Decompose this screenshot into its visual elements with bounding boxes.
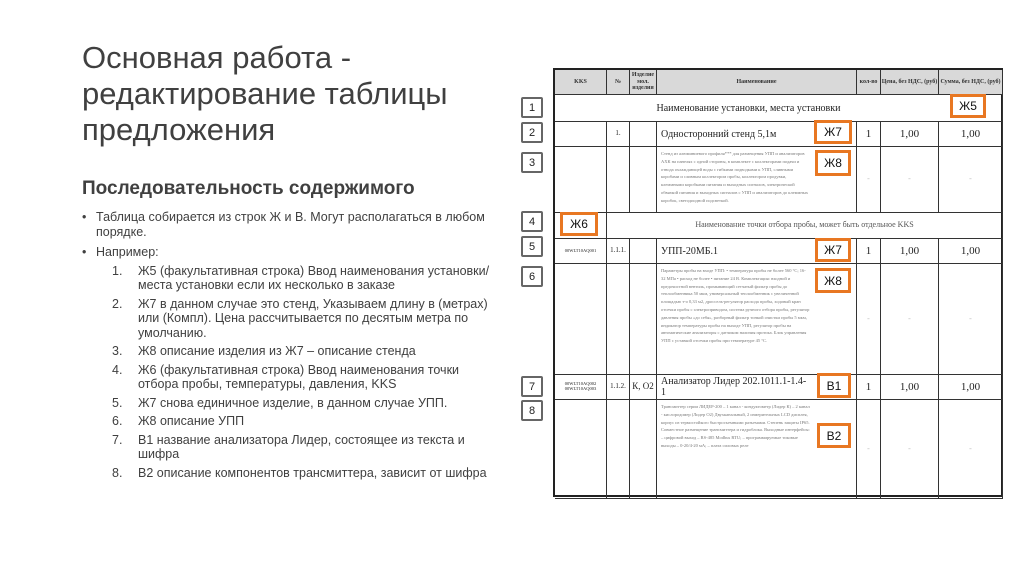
cell-text: 1,00 [960,244,981,257]
mark-cell [630,375,657,400]
item-number: 1. [112,263,123,278]
row-number-badge: 4 [521,211,543,232]
row-number-badge: 2 [521,122,543,143]
row-number-badge: 6 [521,266,543,287]
sum-cell [939,122,1003,147]
bullet-item [82,210,502,239]
bullet-dot: • [82,210,87,224]
kks-cell [555,239,607,264]
item-text: В2 описание компонентов трансмиттера, зависит от шифра [138,465,487,480]
point-row [607,213,1003,239]
description-text: Трансмиттер серии ЛИДЕР-200 – 1 канал - кондуктометр (Лидер К) – 2 канал - кислородомер (Лидер О2) Двухканальный, 2 измерительных LCD дисплея, корпус из термостойкого быстросъемными разъемами. Степень защиты IP65. Совместное размещение трансмиттера и гидроблока. Выходные интерфейсы: – цифровой выход – RS-485 Modbus RTU; – программируемые токовые выходы – 0-20/4-20 мА; – плата силовых реле [661,404,810,448]
row-type-tag: В2 [817,423,851,448]
sum-cell [939,375,1003,400]
offer-table [553,68,1003,497]
cell-text: - [867,174,870,184]
cell-text: УПП-20МБ.1 [661,245,718,257]
cell-text: 1,00 [960,127,981,140]
row-type-tag: Ж7 [815,238,851,262]
kks-cell [555,122,607,147]
cell-text: - [867,313,870,323]
empty-cell [857,264,881,375]
bullet-text: Например: [96,245,159,259]
number-cell [607,122,630,147]
cell-text: - [908,443,911,453]
bullet-text: Таблица собирается из строк Ж и В. Могут располагаться в любом порядке. [96,210,485,239]
price-cell [881,375,939,400]
list-item [112,363,502,392]
list-item [112,344,502,359]
empty-cell [881,264,939,375]
cell-text: 1 [865,244,872,257]
column-header [857,70,881,95]
qty-cell [857,122,881,147]
item-number: 7. [112,432,123,447]
list-item [112,466,502,481]
qty-cell [857,375,881,400]
cell-text: № [614,78,622,85]
row-type-tag: В1 [817,373,851,398]
bullet-item [82,245,502,260]
numbered-list [112,264,502,481]
section-row [555,95,1003,122]
mark-cell [630,122,657,147]
section-heading: Последовательность содержимого [82,178,415,199]
column-header [657,70,857,95]
row-type-tag: Ж8 [815,150,851,176]
kks-cell [555,375,607,400]
item-text: Ж5 (факультативная строка) Ввод наименования установки/места установки если их несколько в заказе [138,263,490,292]
item-text: Ж8 описание УПП [138,414,245,428]
qty-cell [857,239,881,264]
cell-text: 1,00 [899,380,920,393]
row-type-tag: Ж8 [815,268,851,293]
cell-text: 00WLT10AQ001 [564,247,597,253]
item-number: 8. [112,465,123,480]
table-cell [555,400,607,499]
row-type-tag: Ж6 [560,212,598,236]
cell-text: Наименование [736,78,777,85]
empty-cell [881,400,939,499]
cell-text: Наименование установки, места установки [656,102,841,114]
cell-text: - [969,174,972,184]
bullet-dot: • [82,245,87,259]
table-cell [630,147,657,213]
item-text: Ж6 (факультативная строка) Ввод наименования точки отбора пробы, температуры, давления, KKS [138,362,460,391]
list-item [112,396,502,411]
price-cell [881,122,939,147]
description-cell [657,400,857,499]
cell-text: К, О2 [632,381,654,392]
column-header [630,70,657,95]
item-text: Ж7 снова единичное изделие, в данном случае УПП. [138,395,448,410]
cell-text: 1,00 [960,380,981,393]
cell-text: Наименование точки отбора пробы, может быть отдельное KKS [695,220,914,230]
cell-text: Односторонний стенд 5,1м [661,128,777,140]
bullet-list [82,210,502,484]
table-cell [607,400,630,499]
item-number: 4. [112,362,123,377]
mark-cell [630,239,657,264]
table-cell [630,264,657,375]
row-number-badge: 5 [521,236,543,257]
cell-text: KKS [574,78,587,85]
table-cell [607,147,630,213]
slide-title: Основная работа - редактирование таблицы предложения [82,40,448,147]
cell-text: 1. [615,129,621,138]
item-number: 3. [112,344,123,358]
cell-text: 1,00 [899,127,920,140]
cell-text: - [867,443,870,453]
cell-text: Сумма, без НДС, (руб) [940,78,1001,85]
cell-text: кол-во [859,78,878,85]
empty-cell [939,147,1003,213]
cell-text: 1 [865,127,872,140]
table-cell [607,264,630,375]
column-header [555,70,607,95]
empty-cell [939,264,1003,375]
empty-cell [857,400,881,499]
cell-text: 1.1.1. [610,246,626,255]
price-cell [881,239,939,264]
list-item [112,433,502,462]
cell-text: - [908,313,911,323]
row-type-tag: Ж7 [814,120,852,144]
column-header [607,70,630,95]
item-text: Ж8 описание изделия из Ж7 – описание стенда [138,344,416,358]
empty-cell [881,147,939,213]
cell-text: - [908,174,911,184]
list-item [112,264,502,293]
item-text: Ж7 в данном случае это стенд, Указываем длину в (метрах) или (Компл). Цена рассчитывается по десятым метра по умолчанию. [138,296,488,340]
cell-text: 1.1.2. [610,382,626,391]
table-cell [555,147,607,213]
table-cell [630,400,657,499]
description-text: Стенд из алюминиевого профиля*** для размещения УПП и анализаторов АХК на панелях с одной стороны, в комплекте с коллекторами подачи и отвода охлаждающей воды с гибкими подводками к УПП, сливными коробами и сливным коллектором пробы, коллектором продувки, клеммными коробками питания и выходных сигналов, электрической обвязкой питания и выходных сигналов с УПП и анализаторов до клеммных коробок, светодиодной подсветкой. [661,151,809,203]
row-number-badge: 3 [521,152,543,173]
cell-text: 1,00 [899,244,920,257]
row-number-badge: 8 [521,400,543,421]
column-header [881,70,939,95]
cell-text: Цена, без НДС, (руб) [881,78,938,85]
description-text: Параметры пробы на входе УПП: • температура пробы не более 560 °С; 16-32 МПа • расход не более • питание 24 В. Комплектация: входной и предочистной вентиль, промывающий сетчатый фильтр пробы до теплообменника 50 мкм, универсальный теплообменник с увеличенной площадью т-о 0,33 м2, дроссель-регулятор расхода пробы, ходовый кран отсечки пробы с электроприводом, система ручного отбора пробы, регулятор давления пробы «до себя», разборный фильтр тонкой очистки пробы 5 мкм, индикатор температуры пробы на выходе УПП, регулятор пробы на автоматические анализаторы с датчиком наличия протока. Блок управления УПП с уставкой отсечки пробы при температуре 45 °С. [661,268,810,344]
number-cell [607,239,630,264]
list-item [112,414,502,429]
sum-cell [939,239,1003,264]
row-number-badge: 7 [521,376,543,397]
cell-text: - [969,443,972,453]
cell-text: 00WLT10AQ002 00WLT10AQ003 [564,381,597,391]
number-cell [607,375,630,400]
cell-text: - [969,313,972,323]
table-cell [555,264,607,375]
empty-cell [939,400,1003,499]
cell-text: Изделие мол. изделия [631,72,655,92]
empty-cell [857,147,881,213]
row-type-tag: Ж5 [950,94,986,118]
item-text: В1 название анализатора Лидер, состоящее из текста и шифра [138,432,465,461]
list-item [112,297,502,341]
cell-text: 1 [865,380,872,393]
column-header [939,70,1003,95]
row-number-badge: 1 [521,97,543,118]
item-number: 2. [112,296,123,311]
item-number: 5. [112,395,123,410]
cell-text: Анализатор Лидер 202.1011.1-1.4-1 [661,376,807,398]
item-number: 6. [112,414,123,428]
